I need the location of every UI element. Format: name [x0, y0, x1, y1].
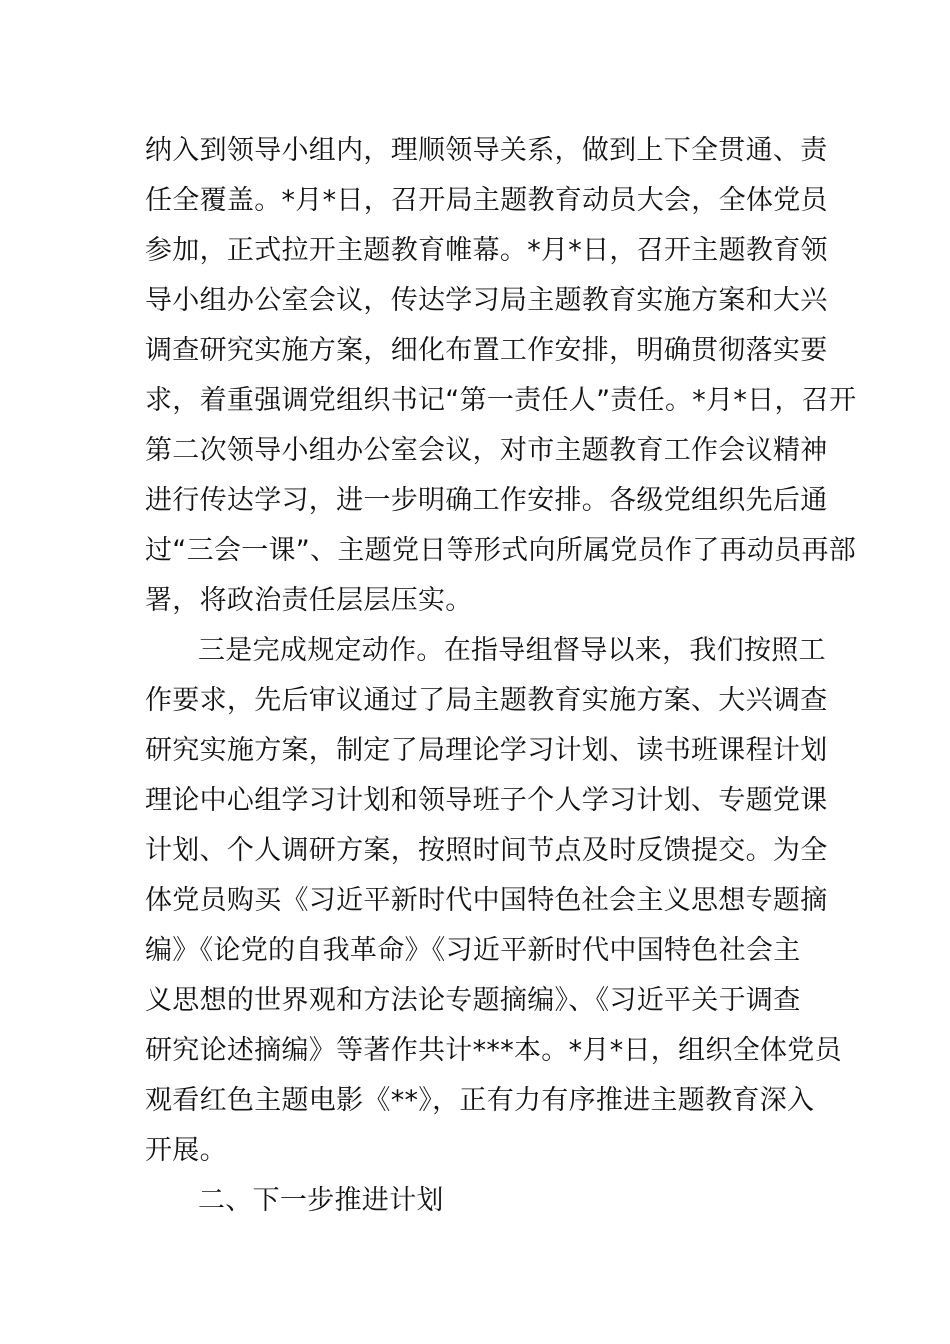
text-line: 纳入到领导小组内，理顺领导关系，做到上下全贯通、责	[145, 135, 828, 166]
text-line: 体党员购买《习近平新时代中国特色社会主义思想专题摘	[145, 885, 828, 916]
text-line: 作要求，先后审议通过了局主题教育实施方案、大兴调查	[145, 685, 828, 716]
text-line: 计划、个人调研方案，按照时间节点及时反馈提交。为全	[145, 835, 828, 866]
text-line: 开展。	[145, 1135, 227, 1166]
text-line: 进行传达学习，进一步明确工作安排。各级党组织先后通	[145, 485, 828, 516]
text-line: 研究论述摘编》等著作共计***本。*月*日，组织全体党员	[145, 1035, 842, 1066]
text-line: 研究实施方案，制定了局理论学习计划、读书班课程计划	[145, 735, 828, 766]
text-line: 调查研究实施方案，细化布置工作安排，明确贯彻落实要	[145, 335, 828, 366]
text-line: 任全覆盖。*月*日，召开局主题教育动员大会，全体党员	[145, 185, 828, 216]
text-line: 编》《论党的自我革命》《习近平新时代中国特色社会主	[145, 935, 801, 966]
text-line: 理论中心组学习计划和领导班子个人学习计划、专题党课	[145, 785, 828, 816]
text-line: 署，将政治责任层层压实。	[145, 585, 473, 616]
text-line: 义思想的世界观和方法论专题摘编》、《习近平关于调查	[145, 985, 801, 1016]
text-line: 第二次领导小组办公室会议，对市主题教育工作会议精神	[145, 435, 828, 466]
text-line: 过“三会一课”、主题党日等形式向所属党员作了再动员再部	[145, 535, 857, 566]
text-line: 观看红色主题电影《**》，正有力有序推进主题教育深入	[145, 1085, 815, 1116]
paragraph-start-line: 三是完成规定动作。在指导组督导以来，我们按照工	[198, 635, 826, 666]
section-heading: 二、下一步推进计划	[198, 1185, 444, 1216]
text-line: 求，着重强调党组织书记“第一责任人”责任。*月*日，召开	[145, 385, 857, 416]
text-line: 导小组办公室会议，传达学习局主题教育实施方案和大兴	[145, 285, 828, 316]
text-line: 参加，正式拉开主题教育帷幕。*月*日，召开主题教育领	[145, 235, 828, 266]
